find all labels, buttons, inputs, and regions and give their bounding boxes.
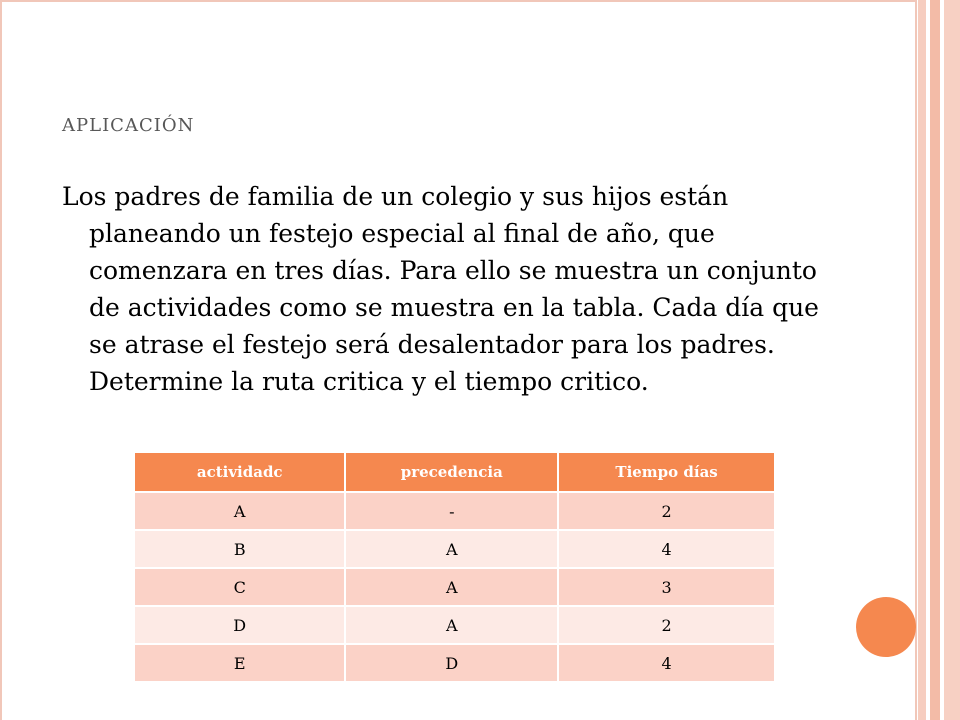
header-precedencia: precedencia: [345, 452, 558, 492]
table-row: [134, 530, 775, 568]
header-actividad: actividadc: [134, 452, 345, 492]
cell-precedencia: A: [345, 568, 558, 606]
table-row: [134, 644, 775, 682]
cell-tiempo: 2: [558, 492, 775, 530]
cell-tiempo: 2: [558, 606, 775, 644]
table-row: [134, 568, 775, 606]
cell-precedencia: A: [345, 606, 558, 644]
cell-tiempo: 4: [558, 644, 775, 682]
cell-precedencia: A: [345, 530, 558, 568]
cell-actividad: B: [134, 530, 345, 568]
decorative-stripes: [918, 0, 960, 720]
activities-table: [133, 451, 776, 683]
slide-body-text: Los padres de familia de un colegio y sus hijos están planeando un festejo especial al final de año, que comenzara en tres días. Para ello se muestra un conjunto de actividades como se muestra en la tabla. Cada día que se atrase el festejo será desalentador para los padres. Determine la ruta critica y el tiempo critico.: [62, 182, 819, 396]
cell-tiempo: 3: [558, 568, 775, 606]
table-row: [134, 492, 775, 530]
cell-actividad: E: [134, 644, 345, 682]
slide-title: aplicación: [62, 108, 195, 138]
decorative-circle: [856, 597, 916, 657]
stripe: [918, 0, 926, 720]
stripe: [944, 0, 960, 720]
table-row: [134, 606, 775, 644]
table-header-row: [134, 452, 775, 492]
cell-actividad: A: [134, 492, 345, 530]
header-tiempo: Tiempo días: [558, 452, 775, 492]
cell-actividad: C: [134, 568, 345, 606]
cell-precedencia: D: [345, 644, 558, 682]
cell-precedencia: -: [345, 492, 558, 530]
cell-tiempo: 4: [558, 530, 775, 568]
stripe: [930, 0, 940, 720]
cell-actividad: D: [134, 606, 345, 644]
